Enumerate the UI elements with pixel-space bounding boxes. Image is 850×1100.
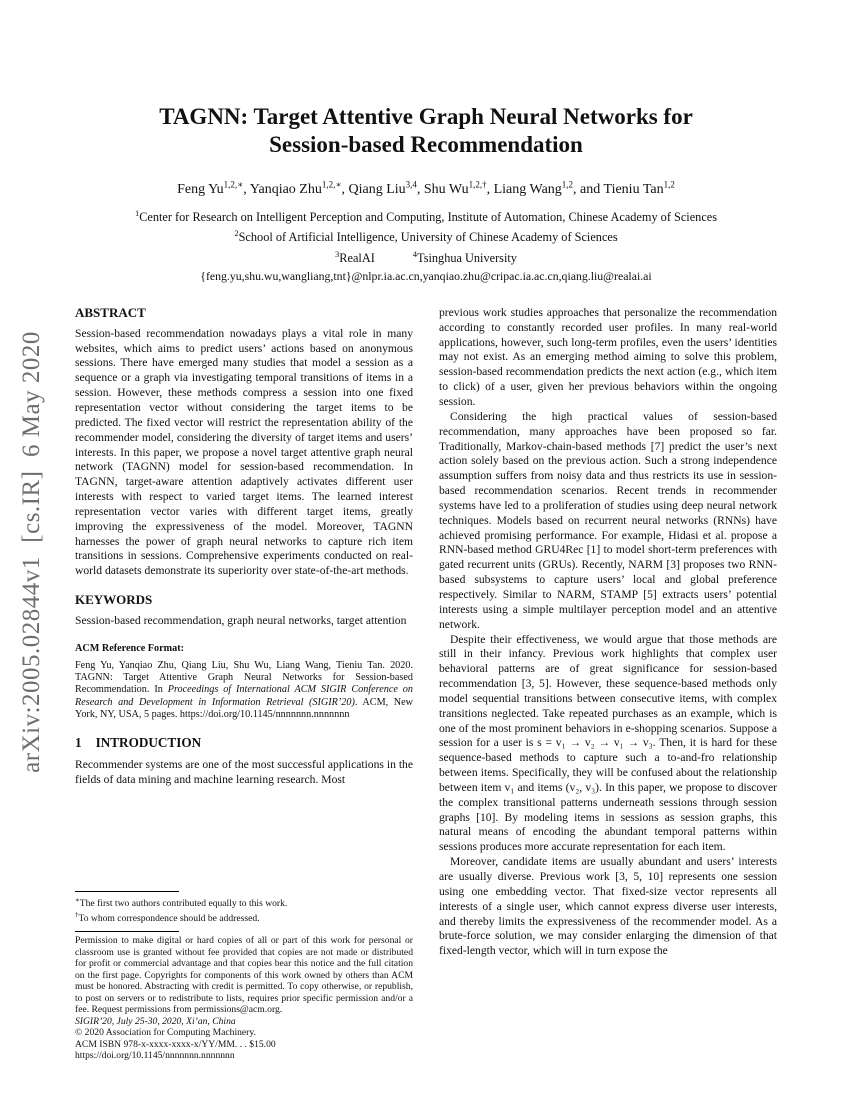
affiliation-item: $^4$Tsinghua University	[412, 248, 517, 265]
arxiv-stamp[interactable]: arXiv:2005.02844v1 [cs.IR] 6 May 2020	[18, 331, 45, 773]
author: Shu $Wu^{1,2,\dagger}$,	[423, 179, 494, 197]
paper-content	[75, 103, 777, 1062]
author: Liang Wang$^{1,2}$, and	[493, 179, 604, 197]
footnote-dagger-marker: †	[75, 910, 79, 919]
footnote-rule	[75, 891, 179, 892]
right-column	[439, 306, 777, 1062]
body-paragraph: Considering the high practical values of session-based recommendation, many approaches have been proposed so far. Traditionally, Markov-chain-based methods [7] predict the user’s next action solely based on the previous action. Such a strong independence assumption suffers from noisy data and thus restricts its use in session-based recommendation scenarios. Recent trends in recommender systems have led to a proliferation of studies using deep neural network techniques. Models based on recurrent neural networks (RNNs) have achieved promising performance. For example, Hidasi et al. propose a RNN-based method GRU4Rec [1] to model short-term preferences with gated recurrent units (GRUs). Recently, NARM [3] proposes two RNN-based subsystems to capture users’ local and global preference respectively. Similar to NARM, STAMP [5] extracts users’ potential interests using a simple multilayer perception model and an attentive network.	[439, 409, 777, 631]
body-paragraph: Moreover, candidate items are usually abundant and users’ interests are usually diverse. Previous work [3, 5, 10] represents one session using one embedding vector. That fixed-size vector represents all interests of a single user, which cannot express diverse user interests, and thereby limits the expressiveness of the recommender model. As a brute-force solution, we may consider enlarging the dimension of that fixed-length vector, which will in turn expose the	[439, 855, 777, 958]
affiliation-item: $^3$RealAI	[335, 248, 375, 265]
section-title: INTRODUCTION	[95, 735, 202, 751]
title-line-2: Session-based Recommendation	[269, 132, 583, 157]
footnote-star-marker: ∗	[75, 896, 80, 905]
affiliation-line	[75, 246, 777, 267]
introduction-text: Recommender systems are one of the most successful applications in the fields of data mining and machine learning research. Most	[75, 757, 413, 786]
keywords-text: Session-based recommendation, graph neural networks, target attention	[75, 613, 407, 627]
author-superscript: 1,2	[561, 179, 574, 189]
left-column	[75, 306, 413, 1062]
left-column-main	[75, 306, 413, 788]
affiliation-line: $^1$Center for Research on Intelligent Perception and Computing, Institute of Automation, Chinese Academy of Sciences	[134, 207, 718, 224]
footnote-dagger: †To whom correspondence should be addressed.	[75, 910, 260, 924]
abstract-text: Session-based recommendation nowadays plays a vital role in many websites, which aims to predict users’ actions based on anonymous sessions. There have emerged many studies that model a session as a sequence or a graph via investigating temporal transitions of items in a session. However, these methods compress a session into one fixed representation vector without considering the target items to be predicted. The fixed vector will restrict the representation ability of the recommender model, considering the diversity of target items and users’ interests. In this paper, we propose a novel target attentive graph neural network (TAGNN) model for session-based recommendation. In TAGNN, target-aware attention adaptively activates different user interests with respect to varied target items. The learned interest representation vector varies with different target items, greatly improving the expressiveness of the model. Moreover, TAGNN harnesses the power of graph neural networks to capture rich item transitions in sessions. Comprehensive experiments conducted on real-world datasets demonstrate its superiority over state-of-the-art methods.	[75, 326, 413, 578]
footnote-star: ∗The first two authors contributed equally to this work.	[75, 896, 288, 910]
body-paragraph: previous work studies approaches that personalize the recommendation according to constantly recorded user profiles. In many real-world applications, however, such long-term profiles, even the users’ identities may not exist. As an emerging method aiming to solve this problem, session-based recommendation predicts the next action (e.g., which item to click) of a user, given her previous behaviors within the ongoing session.	[439, 305, 777, 408]
section-number: 1	[75, 735, 82, 751]
author-superscript: 3,4	[405, 179, 417, 189]
conference-info: SIGIR’20, July 25-30, 2020, Xi’an, China	[75, 1015, 236, 1027]
author: Feng $Yu^{1,2,∗}$,	[177, 179, 250, 197]
permission-rule	[75, 931, 179, 932]
author: Qiang Liu$^{3,4}$,	[348, 179, 424, 197]
acm-reference-heading: ACM Reference Format:	[75, 642, 184, 654]
title-line-1: TAGNN: Target Attentive Graph Neural Networks for	[159, 104, 693, 129]
footnote-block	[75, 891, 413, 1062]
author-line	[75, 179, 777, 198]
author-superscript: 1,2,∗	[223, 179, 244, 189]
author: Yanqiao Zhu$^{1,2,∗}$,	[249, 179, 349, 197]
author-emails: {feng.yu,shu.wu,wangliang,tnt}@nlpr.ia.ac.cn,yanqiao.zhu@cripac.ia.ac.cn,qiang.liu@realai.ai	[200, 269, 652, 284]
doi-link[interactable]: https://doi.org/10.1145/nnnnnnn.nnnnnnn	[75, 1050, 235, 1062]
two-column-body	[75, 306, 777, 1062]
author-affiliations	[75, 205, 777, 285]
isbn-line: ACM ISBN 978-x-xxxx-xxxx-x/YY/MM. . . $15.00	[75, 1038, 276, 1050]
author-superscript: 1,2	[663, 179, 675, 189]
author-superscript: 1,2,†	[468, 179, 487, 189]
section-1-heading	[75, 736, 413, 751]
paper-title	[75, 103, 777, 159]
acm-reference-text: Feng Yu, Yanqiao Zhu, Qiang Liu, Shu Wu, Liang Wang, Tieniu Tan. 2020. TAGNN: Target Attentive Graph Neural Networks for Session-based Recommendation. In Proceedings of International ACM SIGIR Conference on Research and Development in Information Retrieval (SIGIR’20). ACM, New York, NY, USA, 5 pages. https://doi.org/10.1145/nnnnnnn.nnnnnnn	[75, 659, 413, 720]
abstract-heading: ABSTRACT	[75, 304, 146, 320]
body-paragraph: Despite their effectiveness, we would argue that those methods are still in their infancy. Previous work highlights that complex user behavioral patterns are of great significance for session-based recommendation [3, 5]. However, these sequence-based methods only model sequential transitions between consecutive items, with complex transitions neglected. Take repeated purchases as an example, which is one of the most prominent behaviors in e-shopping scenarios. Suppose a session for a user is s = v₁ → v₂ → v₁ → v₃. Then, it is hard for these sequence-based methods to capture such a to-and-fro relationship between items. Specifically, they will be confused about the relationship between item v₁ and items (v₂, v₃). In this paper, we propose to discover the complex transitional patterns underneath sessions through session graphs [10]. By modeling items in sessions as session graphs, this natural means of encoding the abundant temporal patterns within sessions produces more accurate representation for each item.	[439, 632, 777, 854]
affiliation-line: $^2$School of Artificial Intelligence, University of Chinese Academy of Sciences	[234, 228, 618, 245]
author-superscript: 1,2,∗	[321, 179, 342, 189]
author: Tieniu Tan$^{1,2}$	[603, 179, 675, 197]
permission-notice: Permission to make digital or hard copies of all or part of this work for personal or classroom use is granted without fee provided that copies are not made or distributed for profit or commercial advantage and that copies bear this notice and the full citation on the first page. Copyrights for components of this work owned by others than ACM must be honored. Abstracting with credit is permitted. To copy otherwise, or republish, to post on servers or to redistribute to lists, requires prior specific permission and/or a fee. Request permissions from permissions@acm.org.	[75, 935, 413, 1016]
acm-reference-proceedings: Proceedings of International ACM SIGIR Conference on Research and Development in Information Retrieval (SIGIR’20)	[75, 684, 413, 708]
copyright-notice: © 2020 Association for Computing Machinery.	[75, 1027, 256, 1039]
keywords-heading: KEYWORDS	[75, 592, 153, 608]
